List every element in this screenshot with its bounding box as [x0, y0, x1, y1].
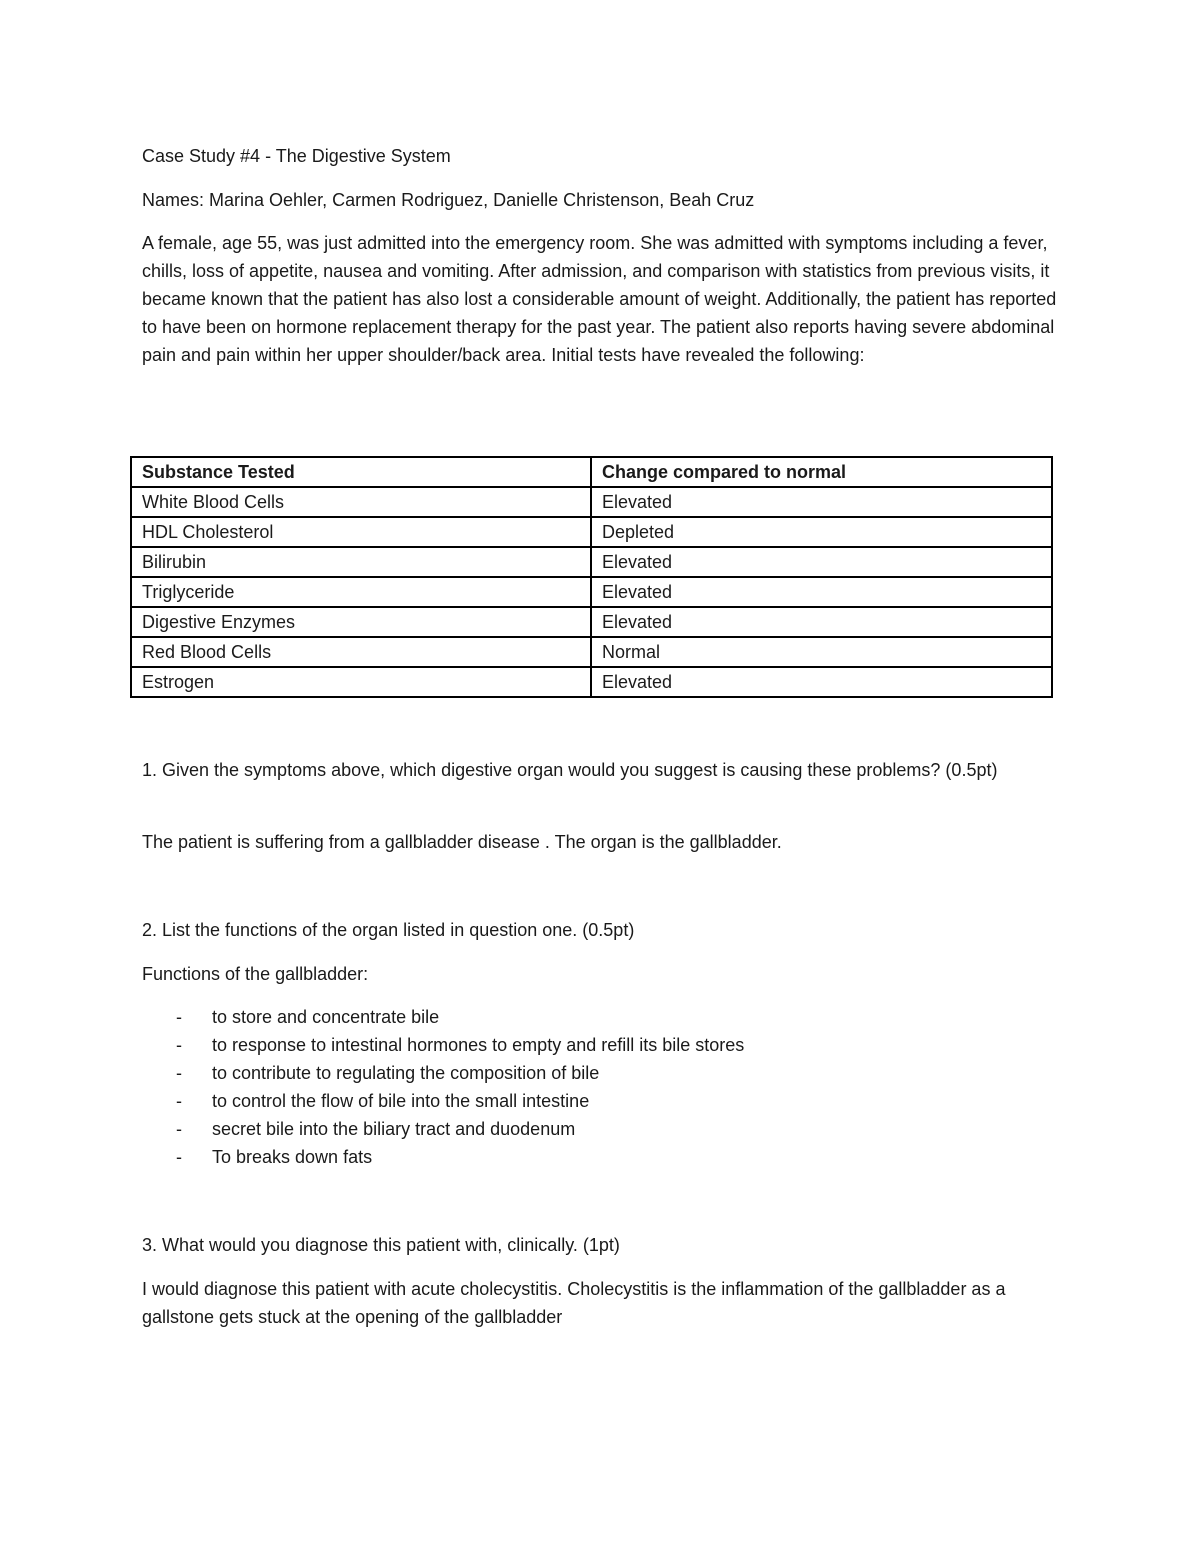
substance-cell: Bilirubin — [131, 547, 591, 577]
list-item: - To breaks down fats — [142, 1143, 744, 1171]
table-row — [131, 667, 1052, 697]
substance-cell: Red Blood Cells — [131, 637, 591, 667]
substance-cell: HDL Cholesterol — [131, 517, 591, 547]
change-cell: Elevated — [591, 607, 1052, 637]
change-cell: Elevated — [591, 487, 1052, 517]
list-bullet: - — [176, 1091, 182, 1111]
substance-cell: Triglyceride — [131, 577, 591, 607]
header-substance: Substance Tested — [131, 457, 591, 487]
list-bullet: - — [176, 1119, 182, 1139]
answer-1: The patient is suffering from a gallbladder disease . The organ is the gallbladder. — [142, 832, 782, 852]
change-cell: Normal — [591, 637, 1052, 667]
list-bullet: - — [176, 1147, 182, 1167]
substance-cell: Estrogen — [131, 667, 591, 697]
list-item: - secret bile into the biliary tract and duodenum — [142, 1115, 744, 1143]
change-cell: Depleted — [591, 517, 1052, 547]
functions-intro: Functions of the gallbladder: — [142, 964, 369, 984]
question-2: 2. List the functions of the organ listed in question one. (0.5pt) — [142, 920, 635, 940]
list-bullet: - — [176, 1007, 182, 1027]
document-title: Case Study #4 - The Digestive System — [142, 146, 451, 166]
list-bullet: - — [176, 1063, 182, 1083]
table-row — [131, 517, 1052, 547]
table-row — [131, 607, 1052, 637]
list-item: - to store and concentrate bile — [142, 1003, 744, 1031]
header-change: Change compared to normal — [591, 457, 1052, 487]
answer-3: I would diagnose this patient with acute cholecystitis. Cholecystitis is the inflammation of the gallbladder as a gallstone gets stuck at the opening of the gallbladder — [142, 1279, 1006, 1327]
table-row — [131, 487, 1052, 517]
change-cell: Elevated — [591, 577, 1052, 607]
question-1: 1. Given the symptoms above, which digestive organ would you suggest is causing these problems? (0.5pt) — [142, 760, 998, 780]
question-3: 3. What would you diagnose this patient with, clinically. (1pt) — [142, 1235, 620, 1255]
change-cell: Elevated — [591, 667, 1052, 697]
test-results-table — [130, 456, 1053, 698]
substance-cell: White Blood Cells — [131, 487, 591, 517]
table-header-row — [131, 457, 1052, 487]
case-description: A female, age 55, was just admitted into the emergency room. She was admitted with symptoms including a fever, chills, loss of appetite, nausea and vomiting. After admission, and comparison with statistics from previous visits, it became known that the patient has also lost a considerable amount of weight. Additionally, the patient has reported to have been on hormone replacement therapy for the past year. The patient also reports having severe abdominal pain and pain within her upper shoulder/back area. Initial tests have revealed the following: — [142, 233, 1057, 365]
substance-cell: Digestive Enzymes — [131, 607, 591, 637]
author-names: Names: Marina Oehler, Carmen Rodriguez, Danielle Christenson, Beah Cruz — [142, 190, 755, 210]
list-bullet: - — [176, 1035, 182, 1055]
list-item: - to contribute to regulating the composition of bile — [142, 1059, 744, 1087]
functions-list — [142, 1003, 744, 1171]
change-cell: Elevated — [591, 547, 1052, 577]
list-item: - to response to intestinal hormones to empty and refill its bile stores — [142, 1031, 744, 1059]
table-row — [131, 547, 1052, 577]
table-row — [131, 637, 1052, 667]
table-row — [131, 577, 1052, 607]
list-item: - to control the flow of bile into the small intestine — [142, 1087, 744, 1115]
